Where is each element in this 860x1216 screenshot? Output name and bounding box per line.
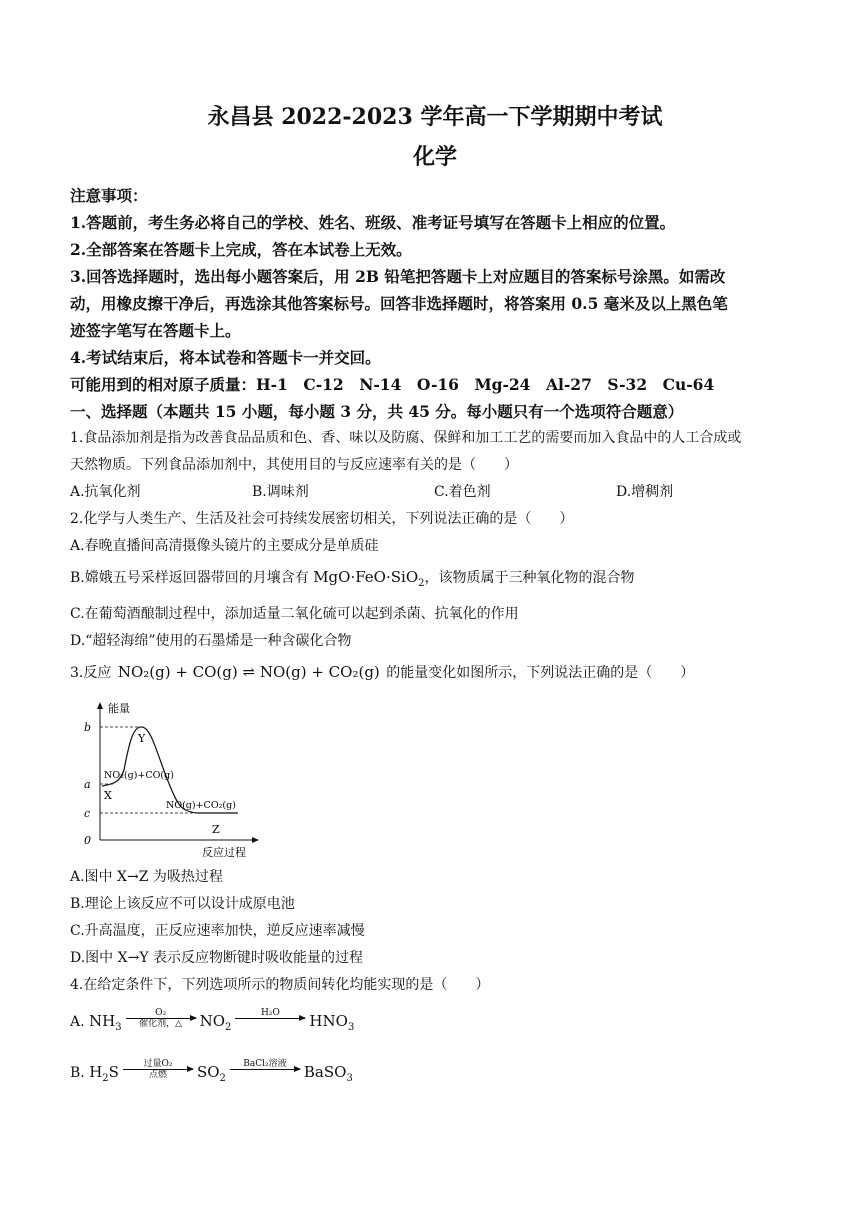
q4-option-a — [70, 999, 800, 1050]
q3-equation: NO₂(g) + CO(g) ⇌ NO(g) + CO₂(g) — [117, 662, 380, 681]
q3-option-b: B.理论上该反应不可以设计成原电池 — [70, 895, 295, 912]
exam-subject: 化学 — [412, 144, 457, 170]
products-label: NO(g)+CO₂(g) — [166, 799, 236, 811]
q4a-label: A. — [70, 1013, 90, 1030]
q4a-arrow1 — [126, 1008, 196, 1030]
q3-stem-pre: 3.反应 — [70, 664, 116, 681]
q4b-s1: H — [89, 1062, 103, 1081]
q2-option-b-formula: MgO·FeO·SiO — [313, 568, 419, 586]
q2-option-b-post: ，该物质属于三种氧化物的混合物 — [424, 570, 635, 586]
q4b-arrow1-bottom: 点燃 — [148, 1069, 167, 1080]
label-z: Z — [212, 822, 220, 836]
notice-item: 4.考试结束后，将本试卷和答题卡一并交回。 — [70, 348, 381, 367]
q2-stem: 2.化学与人类生产、生活及社会可持续发展密切相关，下列说法正确的是（ ） — [70, 511, 574, 527]
section-heading: 一、选择题（本题共 15 小题，每小题 3 分，共 45 分。每小题只有一个选项符合题意） — [70, 402, 684, 421]
q1-option-d: D.增稠剂 — [616, 484, 674, 500]
q4a-s3: HNO — [309, 1011, 348, 1030]
q2-option-a: A.春晚直播间高清摄像头镜片的主要成分是单质硅 — [70, 538, 379, 554]
q3-option-d: D.图中 X→Y 表示反应物断键时吸收能量的过程 — [70, 949, 364, 966]
q1-option-a: A.抗氧化剂 — [70, 484, 141, 500]
q4b-s2-sub: 2 — [219, 1072, 226, 1084]
notice-item: 2.全部答案在答题卡上完成，答在本试卷上无效。 — [70, 240, 412, 259]
q4b-s3-sub: 3 — [346, 1072, 353, 1084]
q4a-arrow2 — [235, 1008, 305, 1030]
q2-option-b-pre: B.嫦娥五号采样返回器带回的月壤含有 — [70, 570, 314, 586]
exam-page — [70, 100, 800, 1100]
q4a-s1: NH — [89, 1011, 116, 1030]
x-axis-label: 反应过程 — [202, 845, 246, 858]
label-y: Y — [138, 731, 146, 745]
q4b-s3: BaSO — [303, 1062, 347, 1081]
q4a-s1-sub: 3 — [115, 1021, 122, 1033]
tick-c: c — [84, 806, 91, 820]
notice-item: 迹签字笔写在答题卡上。 — [70, 321, 241, 340]
q3-option-c: C.升高温度，正反应速率加快，逆反应速率减慢 — [70, 922, 365, 939]
q4b-arrow1 — [123, 1059, 193, 1081]
q4b-arrow1-top: 过量O₂ — [143, 1058, 173, 1069]
q4a-arrow1-top: O₂ — [155, 1007, 167, 1018]
q1-stem: 1.食品添加剂是指为改善食品品质和色、香、味以及防腐、保鲜和加工工艺的需要而加入食品中的人工合成或 — [70, 430, 742, 446]
q3-stem — [70, 655, 800, 690]
x-axis-arrow — [252, 837, 259, 843]
energy-diagram-svg — [74, 698, 264, 858]
arrow-icon — [123, 1069, 193, 1070]
atomic-masses: 可能用到的相对原子质量：H-1 C-12 N-14 O-16 Mg-24 Al-27 S-32 Cu-64 — [70, 375, 715, 394]
q4b-s1-tail: S — [108, 1062, 119, 1081]
tick-a: a — [84, 777, 91, 791]
q4a-arrow1-bottom: 催化剂，△ — [139, 1018, 183, 1029]
notice-item: 1.答题前，考生务必将自己的学校、姓名、班级、准考证号填写在答题卡上相应的位置。 — [70, 213, 676, 232]
q4a-arrow2-top: H₂O — [261, 1007, 280, 1018]
label-x: X — [104, 788, 112, 802]
energy-diagram — [74, 698, 264, 858]
q2-option-b-sub: 2 — [418, 577, 425, 589]
q2-option-b — [70, 560, 800, 601]
arrow-icon — [235, 1018, 305, 1019]
y-axis-arrow — [97, 702, 103, 709]
q1-stem: 天然物质。下列食品添加剂中，其使用目的与反应速率有关的是（ ） — [70, 457, 518, 473]
q4a-arrow2-bottom — [269, 1019, 272, 1030]
q4-option-b — [70, 1050, 800, 1101]
q4a-s2: NO — [199, 1011, 226, 1030]
q4a-s2-sub: 2 — [225, 1021, 232, 1033]
q2-option-c: C.在葡萄酒酿制过程中，添加适量二氧化硫可以起到杀菌、抗氧化的作用 — [70, 605, 519, 622]
q4b-s1-sub: 2 — [102, 1072, 109, 1084]
q1-option-c: C.着色剂 — [434, 484, 491, 500]
tick-b: b — [84, 720, 92, 734]
reactants-label: NO₂(g)+CO(g) — [104, 769, 174, 781]
notice-item: 动，用橡皮擦干净后，再选涂其他答案标号。回答非选择题时，将答案用 0.5 毫米及以上黑色笔 — [70, 294, 728, 313]
q3-stem-post: 的能量变化如图所示，下列说法正确的是（ ） — [381, 664, 695, 681]
notice-heading: 注意事项： — [70, 186, 148, 205]
q4b-arrow2-top: BaCl₂溶液 — [243, 1058, 287, 1069]
y-axis-label: 能量 — [108, 701, 130, 715]
q4b-arrow2 — [230, 1059, 300, 1081]
arrow-icon — [230, 1069, 300, 1070]
notice-item: 3.回答选择题时，选出每小题答案后，用 2B 铅笔把答题卡上对应题目的答案标号涂黑。如需改 — [70, 267, 726, 286]
exam-title: 永昌县 2022-2023 学年高一下学期期中考试 — [207, 104, 663, 130]
q1-option-b: B.调味剂 — [252, 484, 309, 500]
q3-option-a: A.图中 X→Z 为吸热过程 — [70, 868, 223, 885]
q2-option-d: D.“超轻海绵”使用的石墨烯是一种含碳化合物 — [70, 632, 352, 649]
arrow-icon — [126, 1018, 196, 1019]
q1-options — [70, 479, 800, 506]
q4-stem: 4.在给定条件下，下列选项所示的物质间转化均能实现的是（ ） — [70, 976, 490, 993]
tick-0: 0 — [84, 833, 91, 847]
q4b-s2: SO — [196, 1062, 220, 1081]
q4b-label: B. — [70, 1064, 90, 1081]
q4a-s3-sub: 3 — [347, 1021, 355, 1033]
q4b-arrow2-bottom — [263, 1070, 266, 1081]
